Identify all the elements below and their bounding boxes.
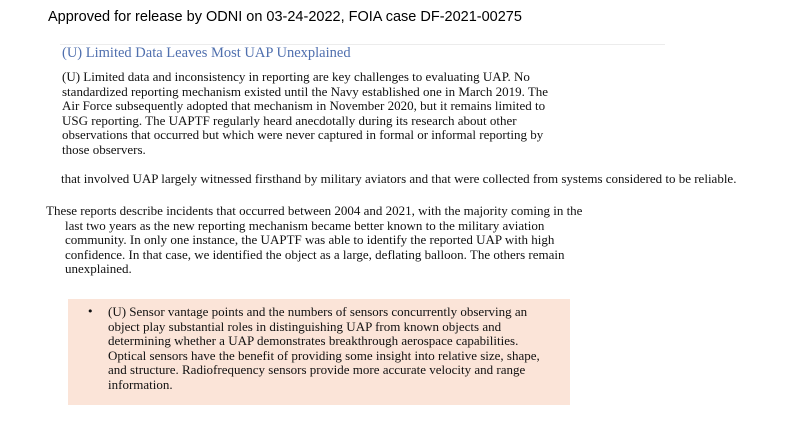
paragraph-line: Air Force subsequently adopted that mechanism in November 2020, but it remains limited to: [62, 98, 546, 114]
paragraph-fragment: that involved UAP largely witnessed firsthand by military aviators and that were collected from systems considered to be reliable.: [61, 171, 737, 186]
bullet-line: Optical sensors have the benefit of providing some insight into relative size, shape,: [108, 347, 540, 363]
bullet-line: (U) Sensor vantage points and the numbers of sensors concurrently observing an: [108, 304, 528, 319]
bullet-line: object play substantial roles in distinguishing UAP from known objects and: [108, 318, 502, 334]
release-header: Approved for release by ODNI on 03-24-2022, FOIA case DF-2021-00275: [48, 9, 522, 25]
section-title: (U) Limited Data Leaves Most UAP Unexplained: [62, 45, 351, 61]
paragraph-line: standardized reporting mechanism existed until the Navy established one in March 2019. The: [62, 83, 549, 99]
paragraph-line: USG reporting. The UAPTF regularly heard anecdotally during its research about other: [62, 112, 517, 128]
paragraph-line: observations that occurred but which were never captured in formal or informal reporting by: [62, 127, 544, 143]
paragraph-line: community. In only one instance, the UAPTF was able to identify the reported UAP with high: [65, 232, 555, 248]
paragraph-line: last two years as the new reporting mechanism became better known to the military aviation: [65, 217, 545, 233]
paragraph-line: unexplained.: [65, 261, 132, 277]
paragraph-reports: [46, 204, 646, 277]
paragraph-line: those observers.: [62, 141, 146, 157]
bullet-line: determining whether a UAP demonstrates breakthrough aerospace capabilities.: [108, 333, 519, 349]
paragraph-limited-data: [62, 70, 592, 158]
paragraph-line: (U) Limited data and inconsistency in reporting are key challenges to evaluating UAP. No: [62, 69, 530, 84]
paragraph-line: confidence. In that case, we identified the object as a large, deflating balloon. The others remain: [65, 246, 565, 262]
bullet-line: information.: [108, 376, 173, 392]
bullet-sensor-text: [108, 305, 568, 393]
bullet-line: and structure. Radiofrequency sensors provide more accurate velocity and range: [108, 362, 526, 378]
paragraph-line: These reports describe incidents that occurred between 2004 and 2021, with the majority coming in the: [46, 203, 583, 218]
bullet-marker: •: [87, 305, 94, 318]
